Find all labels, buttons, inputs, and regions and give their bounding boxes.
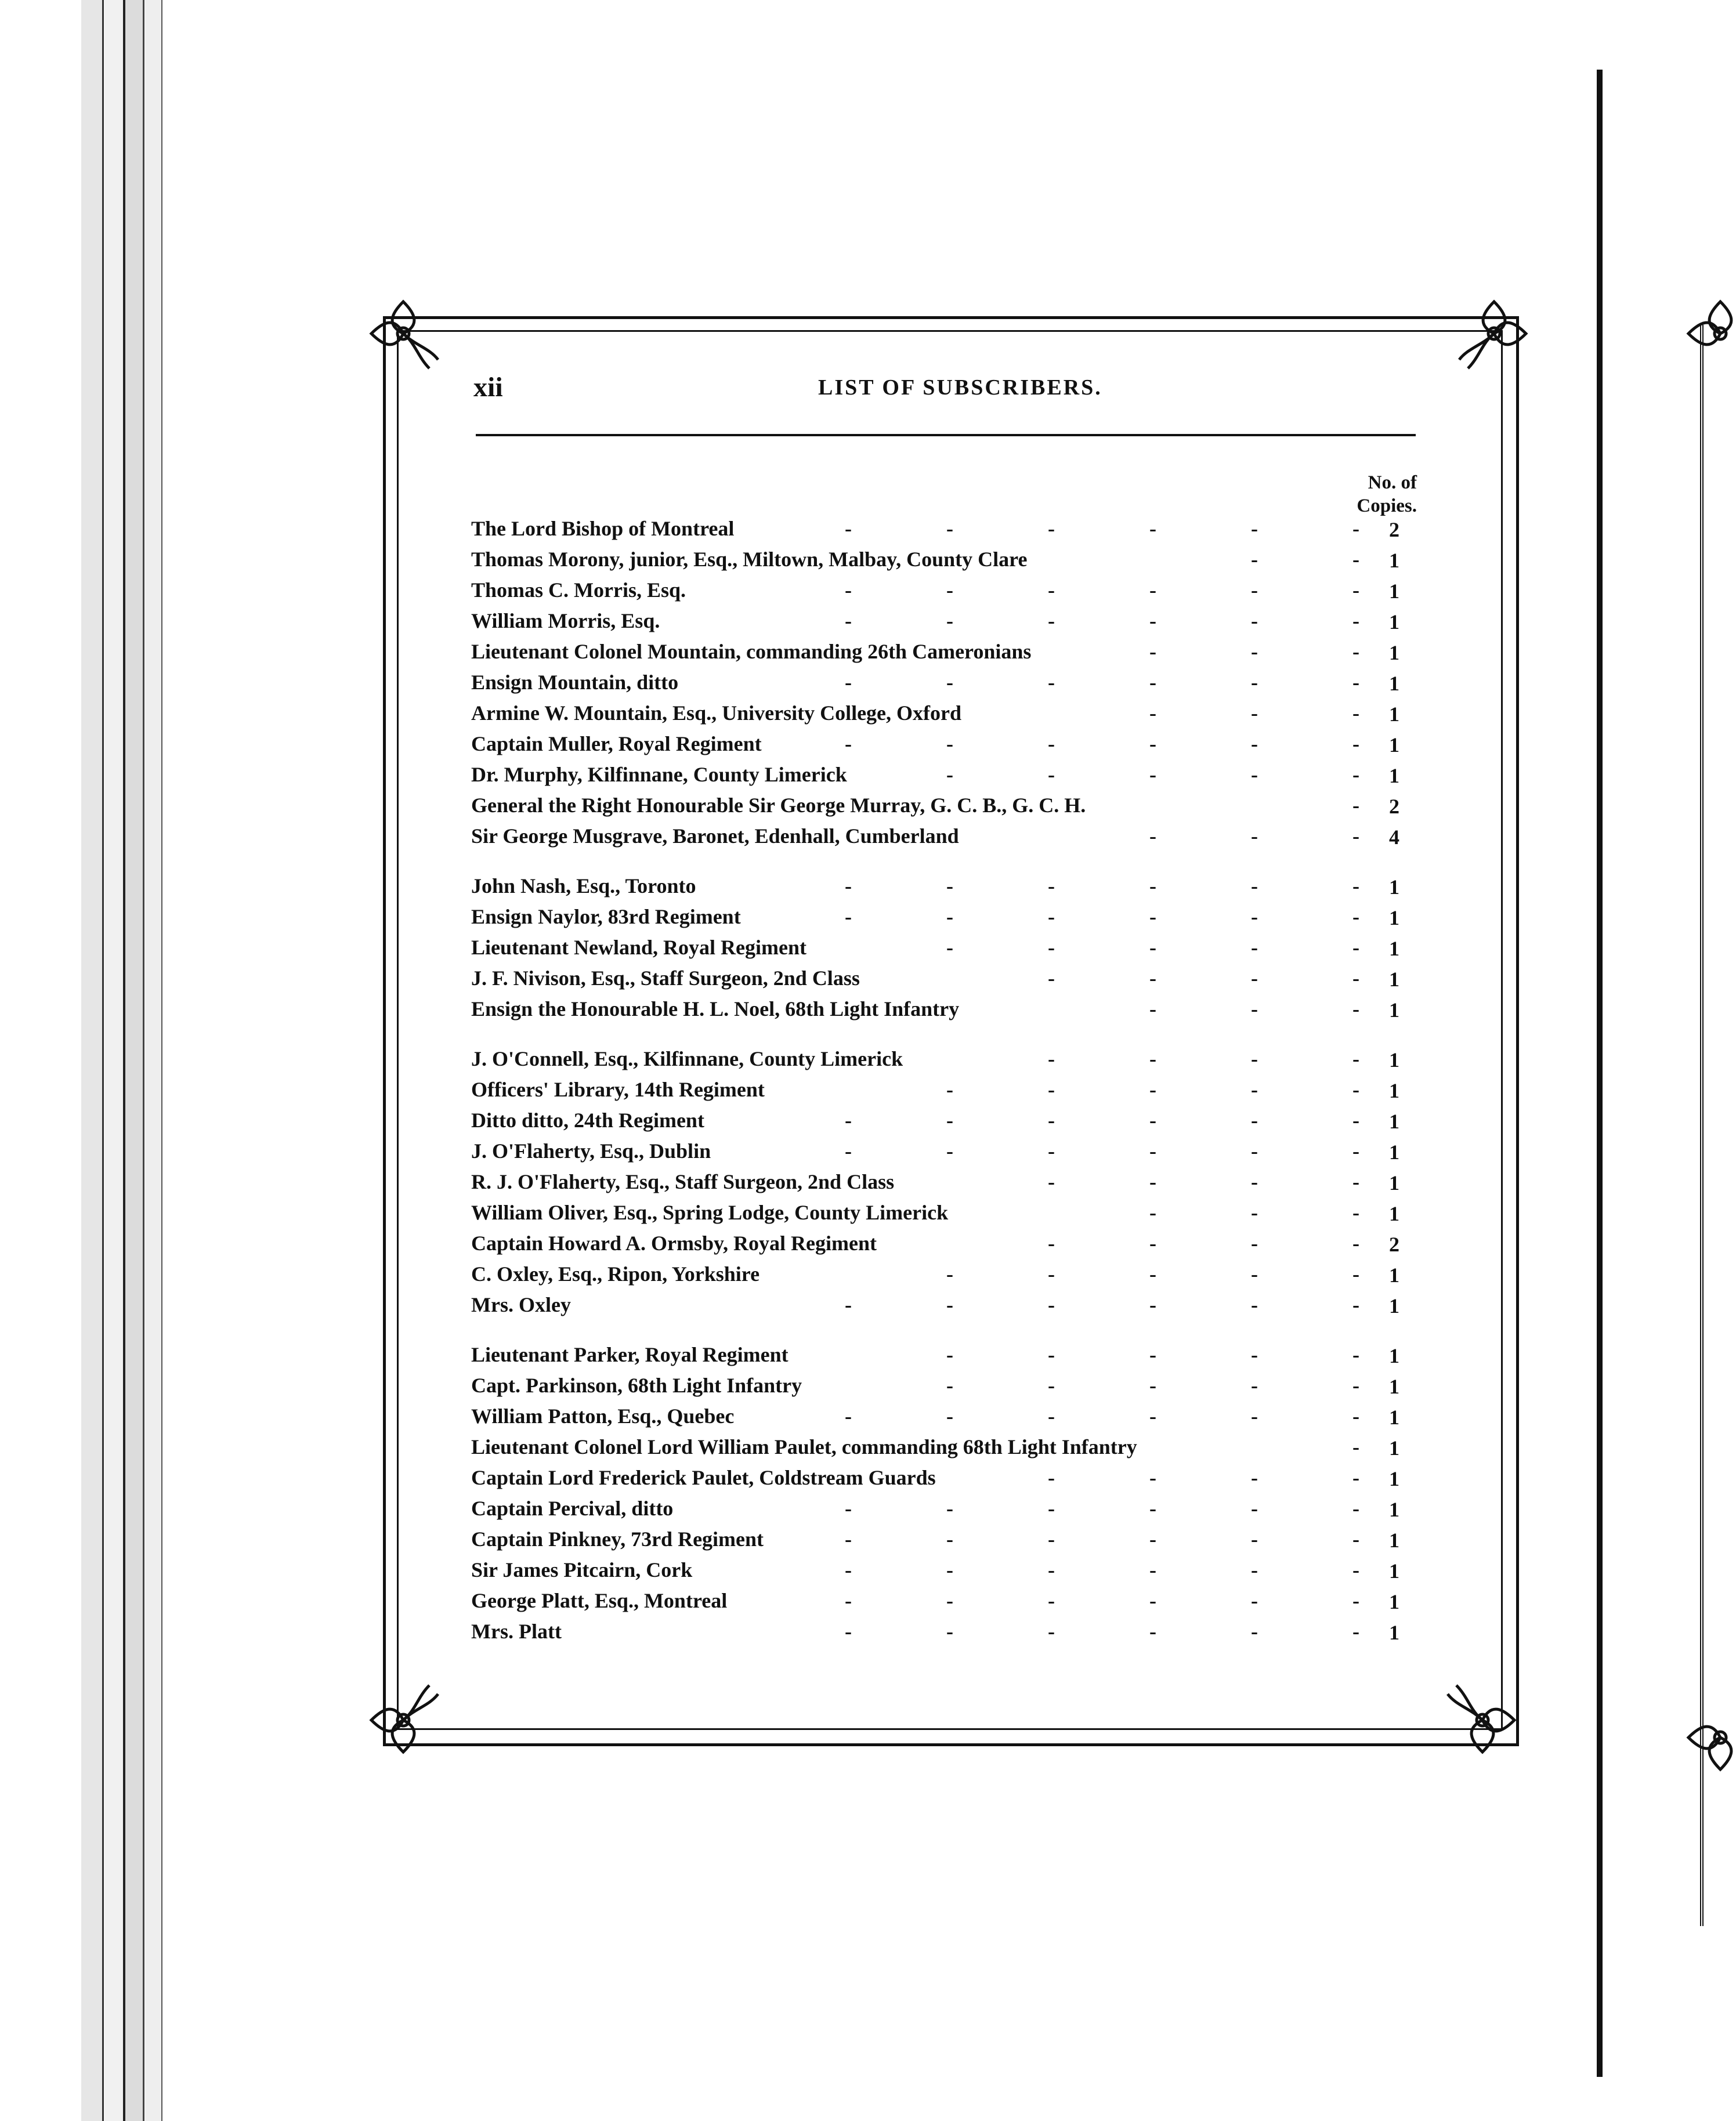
leader-dash: - bbox=[1352, 1293, 1359, 1316]
copies-count: 1 bbox=[1389, 641, 1399, 664]
leader-dash: - bbox=[1149, 701, 1156, 725]
subscriber-row bbox=[471, 1262, 1423, 1293]
subscriber-row bbox=[471, 1170, 1423, 1200]
subscriber-row bbox=[471, 904, 1423, 935]
copies-header-line1: No. of bbox=[1368, 472, 1417, 493]
copies-count: 1 bbox=[1389, 1048, 1399, 1072]
leader-dash: - bbox=[1352, 1405, 1359, 1428]
subscriber-list bbox=[471, 516, 1423, 1650]
leader-dash: - bbox=[946, 1497, 953, 1520]
subscriber-row bbox=[471, 793, 1423, 824]
facing-page-frame bbox=[1700, 325, 1736, 1926]
subscriber-row bbox=[471, 1465, 1423, 1496]
leader-dash: - bbox=[946, 905, 953, 928]
leader-dash: - bbox=[1149, 1232, 1156, 1255]
leader-dash: - bbox=[946, 517, 953, 540]
copies-count: 1 bbox=[1389, 580, 1399, 603]
subscriber-name: Mrs. Oxley bbox=[471, 1293, 571, 1316]
leader-dash: - bbox=[845, 1528, 852, 1551]
leader-dash: - bbox=[1048, 1528, 1055, 1551]
leader-dash: - bbox=[1048, 578, 1055, 602]
leader-dash: - bbox=[1149, 1343, 1156, 1366]
leader-dash: - bbox=[1352, 609, 1359, 632]
leader-dash: - bbox=[1251, 1558, 1258, 1581]
header-rule bbox=[476, 434, 1416, 436]
subscriber-name: Ensign the Honourable H. L. Noel, 68th Light Infantry bbox=[471, 997, 960, 1020]
leader-dash: - bbox=[946, 1405, 953, 1428]
subscriber-name: Lieutenant Newland, Royal Regiment bbox=[471, 936, 806, 959]
leader-dash: - bbox=[1251, 1170, 1258, 1193]
leader-dash: - bbox=[1149, 1139, 1156, 1163]
copies-count: 1 bbox=[1389, 1141, 1399, 1164]
subscriber-row bbox=[471, 1047, 1423, 1077]
copies-count: 1 bbox=[1389, 937, 1399, 960]
copies-count: 1 bbox=[1389, 1406, 1399, 1429]
leader-dash: - bbox=[1048, 967, 1055, 990]
subscriber-name: Ensign Naylor, 83rd Regiment bbox=[471, 905, 741, 928]
leader-dash: - bbox=[1048, 1466, 1055, 1489]
leader-dash: - bbox=[1149, 1109, 1156, 1132]
subscriber-row bbox=[471, 935, 1423, 966]
leader-dash: - bbox=[1352, 1466, 1359, 1489]
subscriber-name: C. Oxley, Esq., Ripon, Yorkshire bbox=[471, 1262, 760, 1286]
group-spacer bbox=[471, 1323, 1423, 1342]
leader-dash: - bbox=[1352, 794, 1359, 817]
subscriber-name: Officers' Library, 14th Regiment bbox=[471, 1078, 765, 1101]
leader-dash: - bbox=[1251, 732, 1258, 755]
leader-dash: - bbox=[1251, 1343, 1258, 1366]
leader-dash: - bbox=[946, 1620, 953, 1643]
copies-count: 1 bbox=[1389, 1171, 1399, 1195]
leader-dash: - bbox=[1048, 1343, 1055, 1366]
corner-ornament-bottom-left bbox=[360, 1677, 447, 1764]
corner-ornament-top-right bbox=[1451, 290, 1538, 377]
leader-dash: - bbox=[1352, 517, 1359, 540]
leader-dash: - bbox=[946, 874, 953, 897]
leader-dash: - bbox=[1048, 1497, 1055, 1520]
leader-dash: - bbox=[1149, 874, 1156, 897]
leader-dash: - bbox=[1352, 701, 1359, 725]
leader-dash: - bbox=[1149, 1078, 1156, 1101]
leader-dash: - bbox=[1352, 671, 1359, 694]
subscriber-name: General the Right Honourable Sir George Murray, G. C. B., G. C. H. bbox=[471, 794, 1086, 817]
leader-dash: - bbox=[1352, 578, 1359, 602]
leader-dash: - bbox=[1149, 578, 1156, 602]
subscriber-row bbox=[471, 1293, 1423, 1323]
facing-corner-ornament bbox=[1677, 290, 1736, 377]
leader-dash: - bbox=[946, 1109, 953, 1132]
leader-dash: - bbox=[1251, 1109, 1258, 1132]
copies-count: 1 bbox=[1389, 703, 1399, 726]
subscriber-row bbox=[471, 1404, 1423, 1435]
leader-dash: - bbox=[1352, 1620, 1359, 1643]
leader-dash: - bbox=[1352, 874, 1359, 897]
subscriber-row bbox=[471, 1527, 1423, 1558]
leader-dash: - bbox=[946, 732, 953, 755]
subscriber-row bbox=[471, 547, 1423, 578]
leader-dash: - bbox=[1048, 1293, 1055, 1316]
leader-dash: - bbox=[1251, 874, 1258, 897]
subscriber-row bbox=[471, 1496, 1423, 1527]
leader-dash: - bbox=[1149, 936, 1156, 959]
leader-dash: - bbox=[1251, 824, 1258, 848]
leader-dash: - bbox=[1352, 1170, 1359, 1193]
subscriber-name: William Oliver, Esq., Spring Lodge, County Limerick bbox=[471, 1201, 949, 1224]
leader-dash: - bbox=[1352, 1232, 1359, 1255]
subscriber-name: George Platt, Esq., Montreal bbox=[471, 1589, 728, 1612]
binding-edge bbox=[81, 0, 104, 2121]
subscriber-row bbox=[471, 1139, 1423, 1170]
subscriber-name: The Lord Bishop of Montreal bbox=[471, 517, 735, 540]
subscriber-name: Mrs. Platt bbox=[471, 1620, 562, 1643]
subscriber-name: Thomas Morony, junior, Esq., Miltown, Malbay, County Clare bbox=[471, 548, 1028, 571]
leader-dash: - bbox=[1048, 517, 1055, 540]
leader-dash: - bbox=[1149, 1201, 1156, 1224]
leader-dash: - bbox=[946, 671, 953, 694]
leader-dash: - bbox=[1048, 732, 1055, 755]
leader-dash: - bbox=[946, 1589, 953, 1612]
leader-dash: - bbox=[946, 1262, 953, 1286]
copies-count: 1 bbox=[1389, 1202, 1399, 1225]
leader-dash: - bbox=[1251, 967, 1258, 990]
leader-dash: - bbox=[1048, 671, 1055, 694]
leader-dash: - bbox=[1048, 1262, 1055, 1286]
subscriber-name: Dr. Murphy, Kilfinnane, County Limerick bbox=[471, 763, 847, 786]
leader-dash: - bbox=[1149, 763, 1156, 786]
leader-dash: - bbox=[1352, 763, 1359, 786]
leader-dash: - bbox=[1352, 1201, 1359, 1224]
leader-dash: - bbox=[845, 874, 852, 897]
subscriber-name: Lieutenant Colonel Mountain, commanding 26th Cameronians bbox=[471, 640, 1032, 663]
copies-count: 2 bbox=[1389, 1233, 1399, 1256]
copies-count: 1 bbox=[1389, 1079, 1399, 1102]
leader-dash: - bbox=[1251, 1620, 1258, 1643]
page-title: LIST OF SUBSCRIBERS. bbox=[818, 375, 1102, 400]
leader-dash: - bbox=[845, 1558, 852, 1581]
leader-dash: - bbox=[946, 1293, 953, 1316]
subscriber-name: William Patton, Esq., Quebec bbox=[471, 1405, 735, 1428]
subscriber-name: Lieutenant Parker, Royal Regiment bbox=[471, 1343, 789, 1366]
leader-dash: - bbox=[1352, 1262, 1359, 1286]
subscriber-name: J. O'Flaherty, Esq., Dublin bbox=[471, 1139, 711, 1163]
subscriber-row bbox=[471, 966, 1423, 997]
copies-count: 1 bbox=[1389, 1375, 1399, 1398]
leader-dash: - bbox=[1149, 1620, 1156, 1643]
leader-dash: - bbox=[1048, 1589, 1055, 1612]
leader-dash: - bbox=[1048, 1558, 1055, 1581]
leader-dash: - bbox=[1149, 609, 1156, 632]
subscriber-name: Ensign Mountain, ditto bbox=[471, 671, 679, 694]
leader-dash: - bbox=[946, 936, 953, 959]
leader-dash: - bbox=[1251, 640, 1258, 663]
leader-dash: - bbox=[1352, 1558, 1359, 1581]
copies-count: 1 bbox=[1389, 1529, 1399, 1552]
subscriber-row bbox=[471, 1077, 1423, 1108]
leader-dash: - bbox=[1149, 640, 1156, 663]
binding-edge bbox=[104, 0, 125, 2121]
leader-dash: - bbox=[1149, 1262, 1156, 1286]
subscriber-name: Captain Lord Frederick Paulet, Coldstream Guards bbox=[471, 1466, 936, 1489]
copies-count: 1 bbox=[1389, 906, 1399, 929]
leader-dash: - bbox=[946, 1374, 953, 1397]
subscriber-name: J. F. Nivison, Esq., Staff Surgeon, 2nd Class bbox=[471, 967, 860, 990]
subscriber-row bbox=[471, 639, 1423, 670]
leader-dash: - bbox=[1251, 1201, 1258, 1224]
leader-dash: - bbox=[1048, 1374, 1055, 1397]
leader-dash: - bbox=[845, 1139, 852, 1163]
copies-count: 1 bbox=[1389, 733, 1399, 757]
leader-dash: - bbox=[1251, 1139, 1258, 1163]
subscriber-row bbox=[471, 1558, 1423, 1588]
leader-dash: - bbox=[845, 609, 852, 632]
leader-dash: - bbox=[1352, 824, 1359, 848]
leader-dash: - bbox=[946, 578, 953, 602]
subscriber-row bbox=[471, 824, 1423, 855]
leader-dash: - bbox=[1048, 1047, 1055, 1070]
leader-dash: - bbox=[1251, 701, 1258, 725]
leader-dash: - bbox=[946, 609, 953, 632]
leader-dash: - bbox=[845, 578, 852, 602]
leader-dash: - bbox=[1251, 517, 1258, 540]
leader-dash: - bbox=[1149, 1558, 1156, 1581]
leader-dash: - bbox=[845, 1497, 852, 1520]
leader-dash: - bbox=[1149, 1528, 1156, 1551]
leader-dash: - bbox=[1352, 1435, 1359, 1458]
copies-count: 1 bbox=[1389, 968, 1399, 991]
facing-corner-ornament bbox=[1677, 1694, 1736, 1781]
leader-dash: - bbox=[845, 671, 852, 694]
leader-dash: - bbox=[1352, 1589, 1359, 1612]
leader-dash: - bbox=[845, 1293, 852, 1316]
copies-count: 2 bbox=[1389, 795, 1399, 818]
leader-dash: - bbox=[1149, 1047, 1156, 1070]
subscriber-row bbox=[471, 1342, 1423, 1373]
group-spacer bbox=[471, 1027, 1423, 1047]
leader-dash: - bbox=[1352, 1528, 1359, 1551]
subscriber-name: Sir George Musgrave, Baronet, Edenhall, Cumberland bbox=[471, 824, 959, 848]
leader-dash: - bbox=[1251, 578, 1258, 602]
leader-dash: - bbox=[1251, 1262, 1258, 1286]
leader-dash: - bbox=[1251, 1293, 1258, 1316]
copies-count: 1 bbox=[1389, 1467, 1399, 1490]
leader-dash: - bbox=[1149, 671, 1156, 694]
leader-dash: - bbox=[1352, 1109, 1359, 1132]
subscriber-row bbox=[471, 578, 1423, 609]
leader-dash: - bbox=[1048, 905, 1055, 928]
subscriber-row bbox=[471, 732, 1423, 762]
subscriber-row bbox=[471, 997, 1423, 1027]
copies-count: 1 bbox=[1389, 1344, 1399, 1367]
leader-dash: - bbox=[1251, 763, 1258, 786]
copies-count: 1 bbox=[1389, 1498, 1399, 1521]
leader-dash: - bbox=[1048, 763, 1055, 786]
leader-dash: - bbox=[845, 732, 852, 755]
leader-dash: - bbox=[946, 1078, 953, 1101]
page-number: xii bbox=[473, 372, 503, 403]
leader-dash: - bbox=[1352, 905, 1359, 928]
group-spacer bbox=[471, 855, 1423, 874]
subscriber-row bbox=[471, 1200, 1423, 1231]
subscriber-name: Captain Percival, ditto bbox=[471, 1497, 674, 1520]
subscriber-name: R. J. O'Flaherty, Esq., Staff Surgeon, 2nd Class bbox=[471, 1170, 895, 1193]
subscriber-row bbox=[471, 1588, 1423, 1619]
leader-dash: - bbox=[1149, 1497, 1156, 1520]
corner-ornament-top-left bbox=[360, 290, 447, 377]
subscriber-name: John Nash, Esq., Toronto bbox=[471, 874, 696, 897]
leader-dash: - bbox=[1251, 1466, 1258, 1489]
copies-count: 2 bbox=[1389, 518, 1399, 541]
running-head bbox=[0, 371, 1736, 406]
subscriber-name: J. O'Connell, Esq., Kilfinnane, County Limerick bbox=[471, 1047, 903, 1070]
copies-count: 1 bbox=[1389, 1621, 1399, 1644]
subscriber-row bbox=[471, 609, 1423, 639]
leader-dash: - bbox=[1048, 1232, 1055, 1255]
facing-page-edge bbox=[1597, 70, 1603, 2077]
leader-dash: - bbox=[1048, 609, 1055, 632]
leader-dash: - bbox=[1352, 1078, 1359, 1101]
leader-dash: - bbox=[845, 1405, 852, 1428]
leader-dash: - bbox=[845, 1620, 852, 1643]
leader-dash: - bbox=[946, 1528, 953, 1551]
leader-dash: - bbox=[1352, 1343, 1359, 1366]
leader-dash: - bbox=[1251, 936, 1258, 959]
subscriber-name: Captain Muller, Royal Regiment bbox=[471, 732, 762, 755]
copies-count: 1 bbox=[1389, 1264, 1399, 1287]
leader-dash: - bbox=[1149, 1170, 1156, 1193]
leader-dash: - bbox=[1048, 1078, 1055, 1101]
leader-dash: - bbox=[1048, 874, 1055, 897]
copies-count: 1 bbox=[1389, 1590, 1399, 1613]
leader-dash: - bbox=[1251, 997, 1258, 1020]
leader-dash: - bbox=[1251, 905, 1258, 928]
subscriber-name: Sir James Pitcairn, Cork bbox=[471, 1558, 693, 1581]
leader-dash: - bbox=[946, 1558, 953, 1581]
subscriber-name: Captain Pinkney, 73rd Regiment bbox=[471, 1528, 764, 1551]
copies-count: 1 bbox=[1389, 672, 1399, 695]
leader-dash: - bbox=[1149, 732, 1156, 755]
leader-dash: - bbox=[1149, 1466, 1156, 1489]
leader-dash: - bbox=[946, 1139, 953, 1163]
leader-dash: - bbox=[1048, 1620, 1055, 1643]
leader-dash: - bbox=[1149, 967, 1156, 990]
leader-dash: - bbox=[1048, 936, 1055, 959]
copies-count: 4 bbox=[1389, 826, 1399, 849]
leader-dash: - bbox=[1149, 824, 1156, 848]
leader-dash: - bbox=[845, 1589, 852, 1612]
leader-dash: - bbox=[1149, 1589, 1156, 1612]
leader-dash: - bbox=[1251, 609, 1258, 632]
copies-column-header bbox=[1334, 471, 1417, 517]
copies-count: 1 bbox=[1389, 610, 1399, 634]
leader-dash: - bbox=[1048, 1170, 1055, 1193]
binding-edge bbox=[145, 0, 162, 2121]
leader-dash: - bbox=[1352, 548, 1359, 571]
leader-dash: - bbox=[1251, 1589, 1258, 1612]
leader-dash: - bbox=[1251, 1405, 1258, 1428]
leader-dash: - bbox=[946, 1343, 953, 1366]
subscriber-name: Captain Howard A. Ormsby, Royal Regiment bbox=[471, 1232, 877, 1255]
subscriber-name: Thomas C. Morris, Esq. bbox=[471, 578, 686, 602]
leader-dash: - bbox=[1048, 1405, 1055, 1428]
subscriber-row bbox=[471, 1373, 1423, 1404]
leader-dash: - bbox=[1149, 1293, 1156, 1316]
leader-dash: - bbox=[1352, 640, 1359, 663]
leader-dash: - bbox=[1251, 671, 1258, 694]
leader-dash: - bbox=[1149, 517, 1156, 540]
leader-dash: - bbox=[1048, 1139, 1055, 1163]
corner-ornament-bottom-right bbox=[1439, 1677, 1526, 1764]
subscriber-name: Ditto ditto, 24th Regiment bbox=[471, 1109, 704, 1132]
subscriber-row bbox=[471, 701, 1423, 732]
leader-dash: - bbox=[1251, 1497, 1258, 1520]
copies-count: 1 bbox=[1389, 998, 1399, 1022]
subscriber-row bbox=[471, 762, 1423, 793]
leader-dash: - bbox=[1352, 1374, 1359, 1397]
leader-dash: - bbox=[1352, 997, 1359, 1020]
leader-dash: - bbox=[1251, 1374, 1258, 1397]
leader-dash: - bbox=[1251, 1528, 1258, 1551]
leader-dash: - bbox=[845, 905, 852, 928]
subscriber-row bbox=[471, 1108, 1423, 1139]
subscriber-row bbox=[471, 1619, 1423, 1650]
leader-dash: - bbox=[1149, 997, 1156, 1020]
copies-header-line2: Copies. bbox=[1357, 495, 1417, 516]
binding-edge bbox=[125, 0, 144, 2121]
leader-dash: - bbox=[946, 763, 953, 786]
leader-dash: - bbox=[1352, 732, 1359, 755]
leader-dash: - bbox=[1352, 1047, 1359, 1070]
leader-dash: - bbox=[1352, 967, 1359, 990]
subscriber-name: Armine W. Mountain, Esq., University College, Oxford bbox=[471, 701, 962, 725]
subscriber-row bbox=[471, 670, 1423, 701]
leader-dash: - bbox=[845, 517, 852, 540]
leader-dash: - bbox=[1352, 1139, 1359, 1163]
subscriber-name: Capt. Parkinson, 68th Light Infantry bbox=[471, 1374, 802, 1397]
copies-count: 1 bbox=[1389, 1436, 1399, 1460]
page-margin-left bbox=[0, 0, 82, 2121]
leader-dash: - bbox=[1251, 1047, 1258, 1070]
leader-dash: - bbox=[1251, 548, 1258, 571]
subscriber-row bbox=[471, 1231, 1423, 1262]
subscriber-row bbox=[471, 516, 1423, 547]
copies-count: 1 bbox=[1389, 875, 1399, 899]
leader-dash: - bbox=[1149, 1374, 1156, 1397]
subscriber-name: Lieutenant Colonel Lord William Paulet, commanding 68th Light Infantry bbox=[471, 1435, 1137, 1458]
subscriber-row bbox=[471, 1435, 1423, 1465]
leader-dash: - bbox=[1251, 1232, 1258, 1255]
copies-count: 1 bbox=[1389, 1294, 1399, 1318]
leader-dash: - bbox=[1149, 905, 1156, 928]
subscriber-name: William Morris, Esq. bbox=[471, 609, 660, 632]
leader-dash: - bbox=[1352, 1497, 1359, 1520]
copies-count: 1 bbox=[1389, 1110, 1399, 1133]
copies-count: 1 bbox=[1389, 1559, 1399, 1583]
leader-dash: - bbox=[1048, 1109, 1055, 1132]
subscriber-row bbox=[471, 874, 1423, 904]
leader-dash: - bbox=[1251, 1078, 1258, 1101]
leader-dash: - bbox=[1149, 1405, 1156, 1428]
copies-count: 1 bbox=[1389, 549, 1399, 572]
leader-dash: - bbox=[845, 1109, 852, 1132]
leader-dash: - bbox=[1352, 936, 1359, 959]
copies-count: 1 bbox=[1389, 764, 1399, 787]
